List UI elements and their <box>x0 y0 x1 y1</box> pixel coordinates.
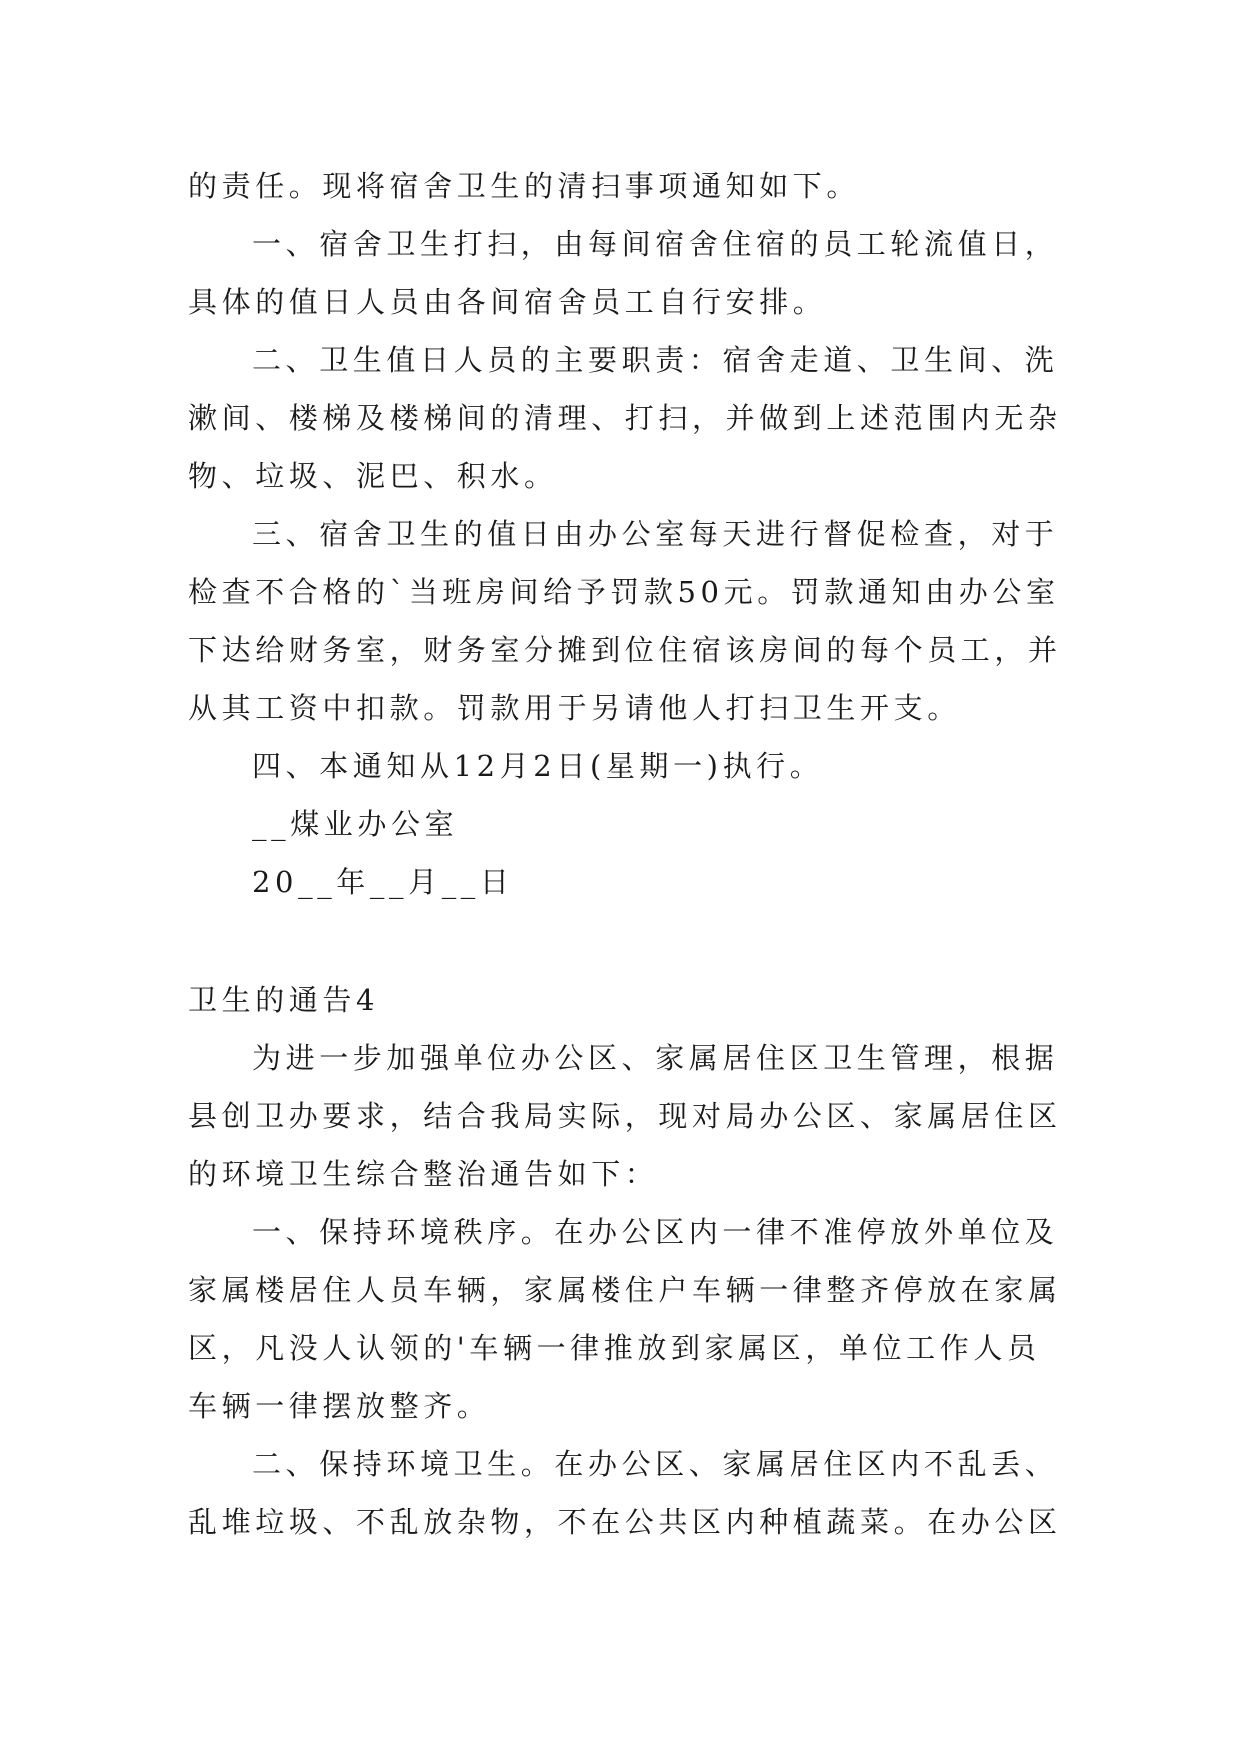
text-line: 二、卫生值日人员的主要职责：宿舍走道、卫生间、洗 <box>252 343 1059 377</box>
text-line: 乱堆垃圾、不乱放杂物，不在公共区内种植蔬菜。在办公区 <box>188 1505 1062 1539</box>
text-line: 家属楼居住人员车辆，家属楼住户车辆一律整齐停放在家属 <box>188 1273 1062 1307</box>
text-line: __煤业办公室 <box>252 807 459 841</box>
text-line: 下达给财务室，财务室分摊到位住宿该房间的每个员工，并 <box>188 633 1062 667</box>
text-line: 车辆一律摆放整齐。 <box>188 1389 491 1423</box>
section-title: 卫生的通告4 <box>188 983 380 1017</box>
text-line: 20__年__月__日 <box>252 865 514 899</box>
text-line: 三、宿舍卫生的值日由办公室每天进行督促检查，对于 <box>252 517 1059 551</box>
text-line: 县创卫办要求，结合我局实际，现对局办公区、家属居住区 <box>188 1099 1062 1133</box>
text-line: 四、本通知从12月2日(星期一)执行。 <box>252 749 824 783</box>
text-line: 具体的值日人员由各间宿舍员工自行安排。 <box>188 285 827 319</box>
text-line: 从其工资中扣款。罚款用于另请他人打扫卫生开支。 <box>188 691 961 725</box>
text-line: 一、宿舍卫生打扫，由每间宿舍住宿的员工轮流值日， <box>252 227 1059 261</box>
text-line: 一、保持环境秩序。在办公区内一律不准停放外单位及 <box>252 1215 1059 1249</box>
text-line: 检查不合格的`当班房间给予罚款50元。罚款通知由办公室 <box>188 575 1060 609</box>
text-line: 物、垃圾、泥巴、积水。 <box>188 459 558 493</box>
text-line: 二、保持环境卫生。在办公区、家属居住区内不乱丢、 <box>252 1447 1059 1481</box>
text-line: 漱间、楼梯及楼梯间的清理、打扫，并做到上述范围内无杂 <box>188 401 1062 435</box>
text-line: 为进一步加强单位办公区、家属居住区卫生管理，根据 <box>252 1041 1059 1075</box>
text-line: 的环境卫生综合整治通告如下： <box>188 1157 659 1191</box>
text-line: 区，凡没人认领的'车辆一律推放到家属区，单位工作人员 <box>188 1331 1041 1365</box>
text-line: 的责任。现将宿舍卫生的清扫事项通知如下。 <box>188 169 861 203</box>
